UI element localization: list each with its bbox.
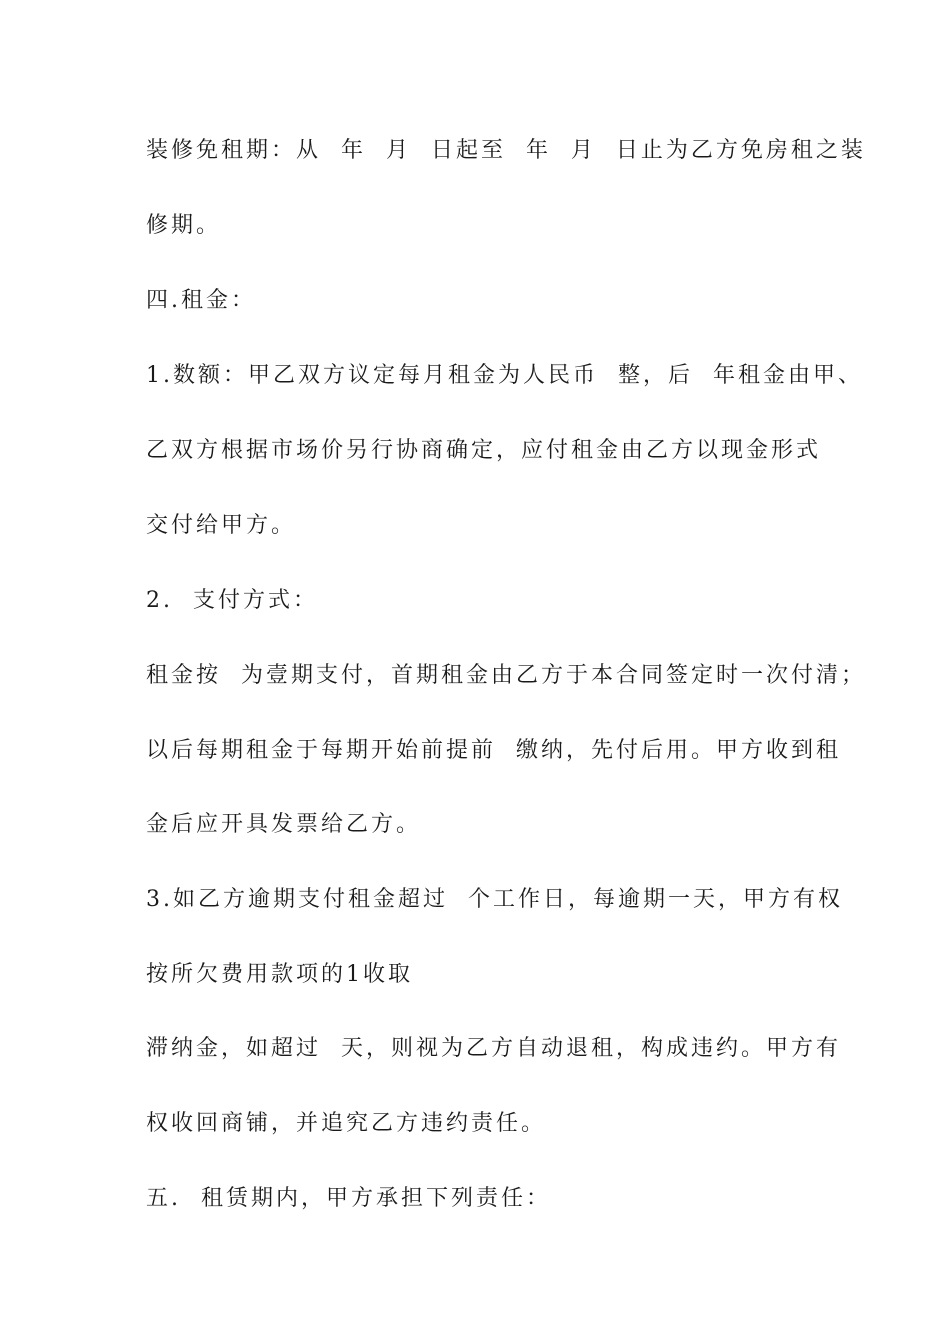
payment-method-clause-end: 金后应开具发票给乙方。	[146, 812, 422, 837]
section-heading-landlord-duties: 五. 租赁期内，甲方承担下列责任：	[146, 1186, 551, 1211]
rent-amount-clause-end: 交付给甲方。	[146, 513, 297, 538]
late-payment-clause-cont: 按所欠费用款项的1收取	[146, 962, 413, 987]
payment-method-clause: 租金按 为壹期支付，首期租金由乙方于本合同签定时一次付清；	[146, 663, 866, 688]
payment-method-clause-cont: 以后每期租金于每期开始前提前 缴纳，先付后用。甲方收到租	[146, 738, 841, 763]
rent-free-period-text: 装修免租期：从 年 月 日起至 年 月 日止为乙方免房租之装	[146, 138, 866, 163]
late-fee-clause: 滞纳金，如超过 天，则视为乙方自动退租，构成违约。甲方有	[146, 1036, 841, 1061]
rent-amount-clause: 1.数额：甲乙双方议定每月租金为人民币 整，后 年租金由甲、	[146, 363, 863, 388]
rent-free-period-text-cont: 修期。	[146, 213, 222, 238]
payment-method-heading: 2. 支付方式：	[146, 588, 318, 613]
late-payment-clause: 3.如乙方逾期支付租金超过 个工作日，每逾期一天，甲方有权	[146, 887, 843, 912]
late-fee-clause-end: 权收回商铺，并追究乙方违约责任。	[146, 1111, 547, 1136]
rent-amount-clause-cont: 乙双方根据市场价另行协商确定，应付租金由乙方以现金形式	[146, 438, 822, 463]
section-heading-rent: 四.租金：	[146, 288, 256, 313]
